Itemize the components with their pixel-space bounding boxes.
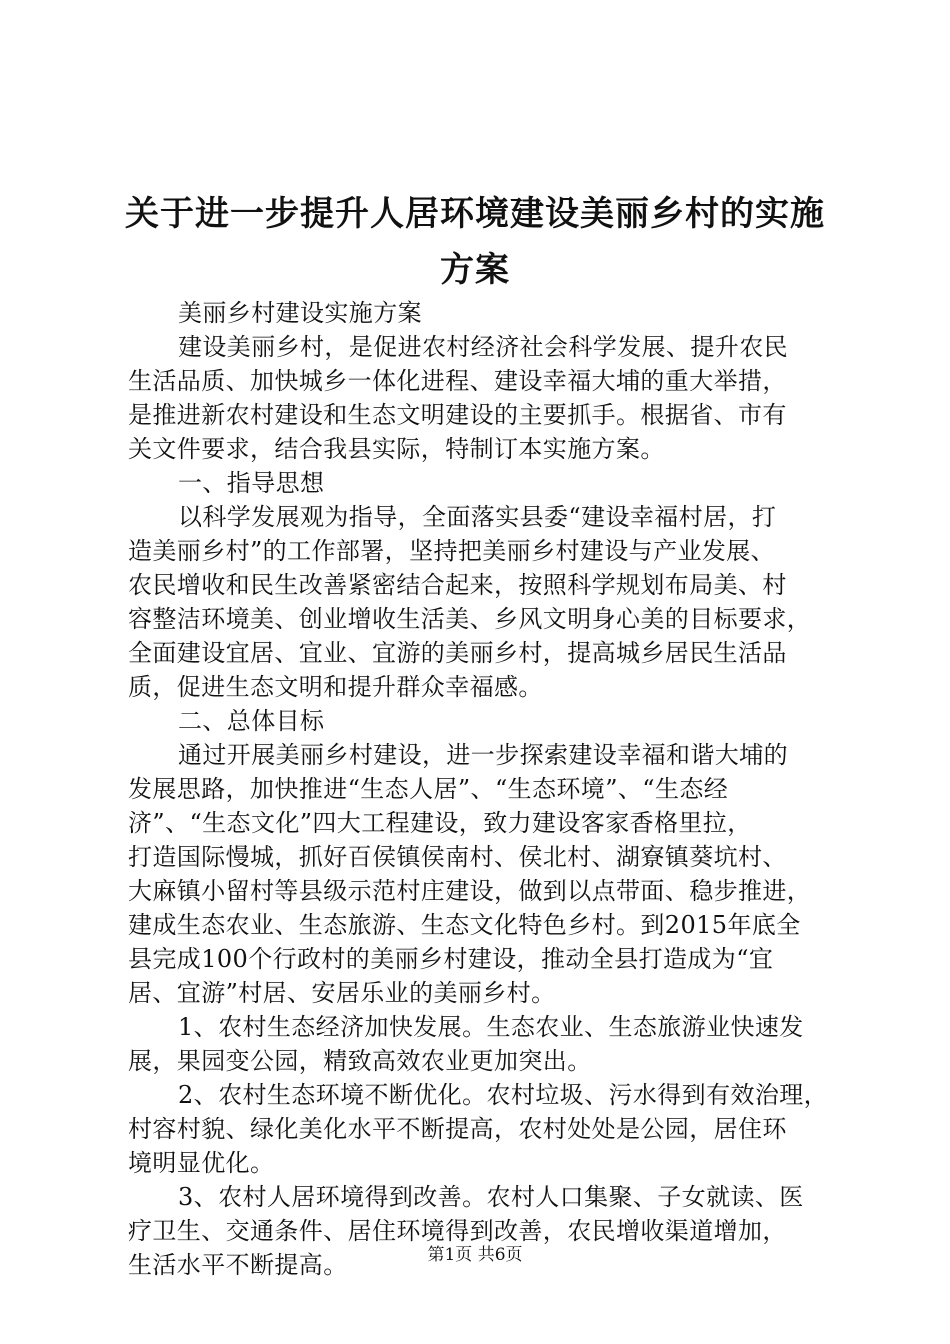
paragraph-line: 县完成100个行政村的美丽乡村建设，推动全县打造成为“宜 xyxy=(128,945,774,973)
paragraph-line: 展，果园变公园，精致高效农业更加突出。 xyxy=(128,1047,592,1075)
paragraph-line: 是推进新农村建设和生态文明建设的主要抓手。根据省、市有 xyxy=(128,401,787,429)
subtitle: 美丽乡村建设实施方案 xyxy=(178,299,422,327)
paragraph-line: 容整洁环境美、创业增收生活美、乡风文明身心美的目标要求， xyxy=(128,605,812,633)
section-heading: 一、指导思想 xyxy=(178,469,325,497)
paragraph-line: 1、农村生态经济加快发展。生态农业、生态旅游业快速发 xyxy=(178,1013,804,1041)
document-body xyxy=(128,296,840,1282)
paragraph-line: 打造国际慢城，抓好百侯镇侯南村、侯北村、湖寮镇葵坑村、 xyxy=(128,843,787,871)
paragraph-line: 村容村貌、绿化美化水平不断提高，农村处处是公园，居住环 xyxy=(128,1115,787,1143)
page-footer: 第1页 共6页 xyxy=(427,1245,523,1265)
paragraph-line: 生活品质、加快城乡一体化进程、建设幸福大埔的重大举措， xyxy=(128,367,787,395)
paragraph-line: 关文件要求，结合我县实际，特制订本实施方案。 xyxy=(128,435,665,463)
paragraph-line: 全面建设宜居、宜业、宜游的美丽乡村，提高城乡居民生活品 xyxy=(128,639,787,667)
paragraph-line: 以科学发展观为指导，全面落实县委“建设幸福村居，打 xyxy=(178,503,777,531)
paragraph-line: 2、农村生态环境不断优化。农村垃圾、污水得到有效治理， xyxy=(178,1081,829,1109)
paragraph-line: 3、农村人居环境得到改善。农村人口集聚、子女就读、医 xyxy=(178,1183,804,1211)
section-heading: 二、总体目标 xyxy=(178,707,325,735)
paragraph-line: 济”、“生态文化”四大工程建设，致力建设客家香格里拉， xyxy=(128,809,752,837)
paragraph-line: 居、宜游”村居、安居乐业的美丽乡村。 xyxy=(128,979,556,1007)
paragraph-line: 生活水平不断提高。 xyxy=(128,1251,348,1279)
title-line-2: 方案 xyxy=(440,250,510,290)
paragraph-line: 质，促进生态文明和提升群众幸福感。 xyxy=(128,673,543,701)
paragraph-line: 大麻镇小留村等县级示范村庄建设，做到以点带面、稳步推进， xyxy=(128,877,812,905)
paragraph-line: 造美丽乡村”的工作部署，坚持把美丽乡村建设与产业发展、 xyxy=(128,537,776,565)
paragraph-line: 建成生态农业、生态旅游、生态文化特色乡村。到2015年底全 xyxy=(128,911,801,939)
paragraph-line: 通过开展美丽乡村建设，进一步探索建设幸福和谐大埔的 xyxy=(178,741,788,769)
paragraph-line: 境明显优化。 xyxy=(128,1149,275,1177)
title-line-1: 关于进一步提升人居环境建设美丽乡村的实施 xyxy=(125,194,825,234)
paragraph-line: 农民增收和民生改善紧密结合起来，按照科学规划布局美、村 xyxy=(128,571,787,599)
paragraph-line: 建设美丽乡村，是促进农村经济社会科学发展、提升农民 xyxy=(178,333,788,361)
paragraph-line: 疗卫生、交通条件、居住环境得到改善，农民增收渠道增加， xyxy=(128,1217,787,1245)
document-title xyxy=(110,186,840,298)
paragraph-line: 发展思路，加快推进“生态人居”、“生态环境”、“生态经 xyxy=(128,775,729,803)
